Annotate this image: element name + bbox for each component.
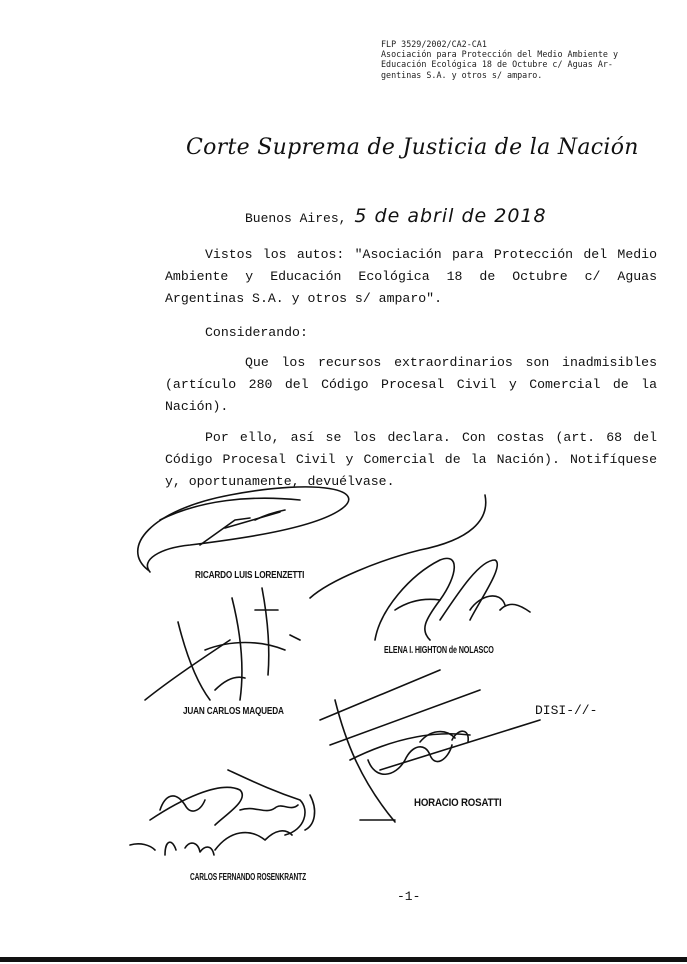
dissent-marker: DISI-//-	[535, 703, 598, 718]
paragraph-que: Que los recursos extraordinarios son inadmisibles (artículo 280 del Código Procesal Civil y Comercial de la Nación).	[165, 355, 657, 414]
signature-rosenkrantz	[130, 770, 315, 855]
paragraph-por-ello: Por ello, así se los declara. Con costas (art. 68 del Código Procesal Civil y Comercial de la Nación). Notifíquese y, oportunamente, devuélvase.	[165, 430, 657, 489]
signatory-name-rosatti: HORACIO ROSATTI	[414, 797, 502, 809]
dateline-handwritten-date: 5 de abril de 2018	[354, 205, 547, 227]
page-number: -1-	[397, 889, 421, 904]
signatory-name-highton: ELENA I. HIGHTON de NOLASCO	[384, 645, 494, 656]
signatory-name-rosenkrantz: CARLOS FERNANDO ROSENKRANTZ	[190, 872, 306, 883]
paragraph-vistos: Vistos los autos: "Asociación para Protección del Medio Ambiente y Educación Ecológica 18 de Octubre c/ Aguas Argentinas S.A. y otros s/ amparo".	[165, 247, 657, 306]
signature-lorenzetti	[138, 487, 349, 572]
dateline-place: Buenos Aires,	[245, 211, 347, 226]
case-reference-header: FLP 3529/2002/CA2-CA1 Asociación para Protección del Medio Ambiente y Educación Ecológica 18 de Octubre c/ Aguas Ar- gentinas S.A. y otros s/ amparo.	[381, 39, 618, 80]
paragraph-considerando: Considerando:	[205, 325, 308, 340]
signature-maqueda	[145, 588, 300, 700]
court-title: Corte Suprema de Justicia de la Nación	[186, 135, 639, 160]
signatory-name-lorenzetti: RICARDO LUIS LORENZETTI	[195, 570, 305, 581]
dateline	[245, 205, 547, 227]
signature-highton	[310, 495, 530, 640]
signatory-name-maqueda: JUAN CARLOS MAQUEDA	[183, 706, 284, 717]
page-bottom-border	[0, 957, 687, 962]
